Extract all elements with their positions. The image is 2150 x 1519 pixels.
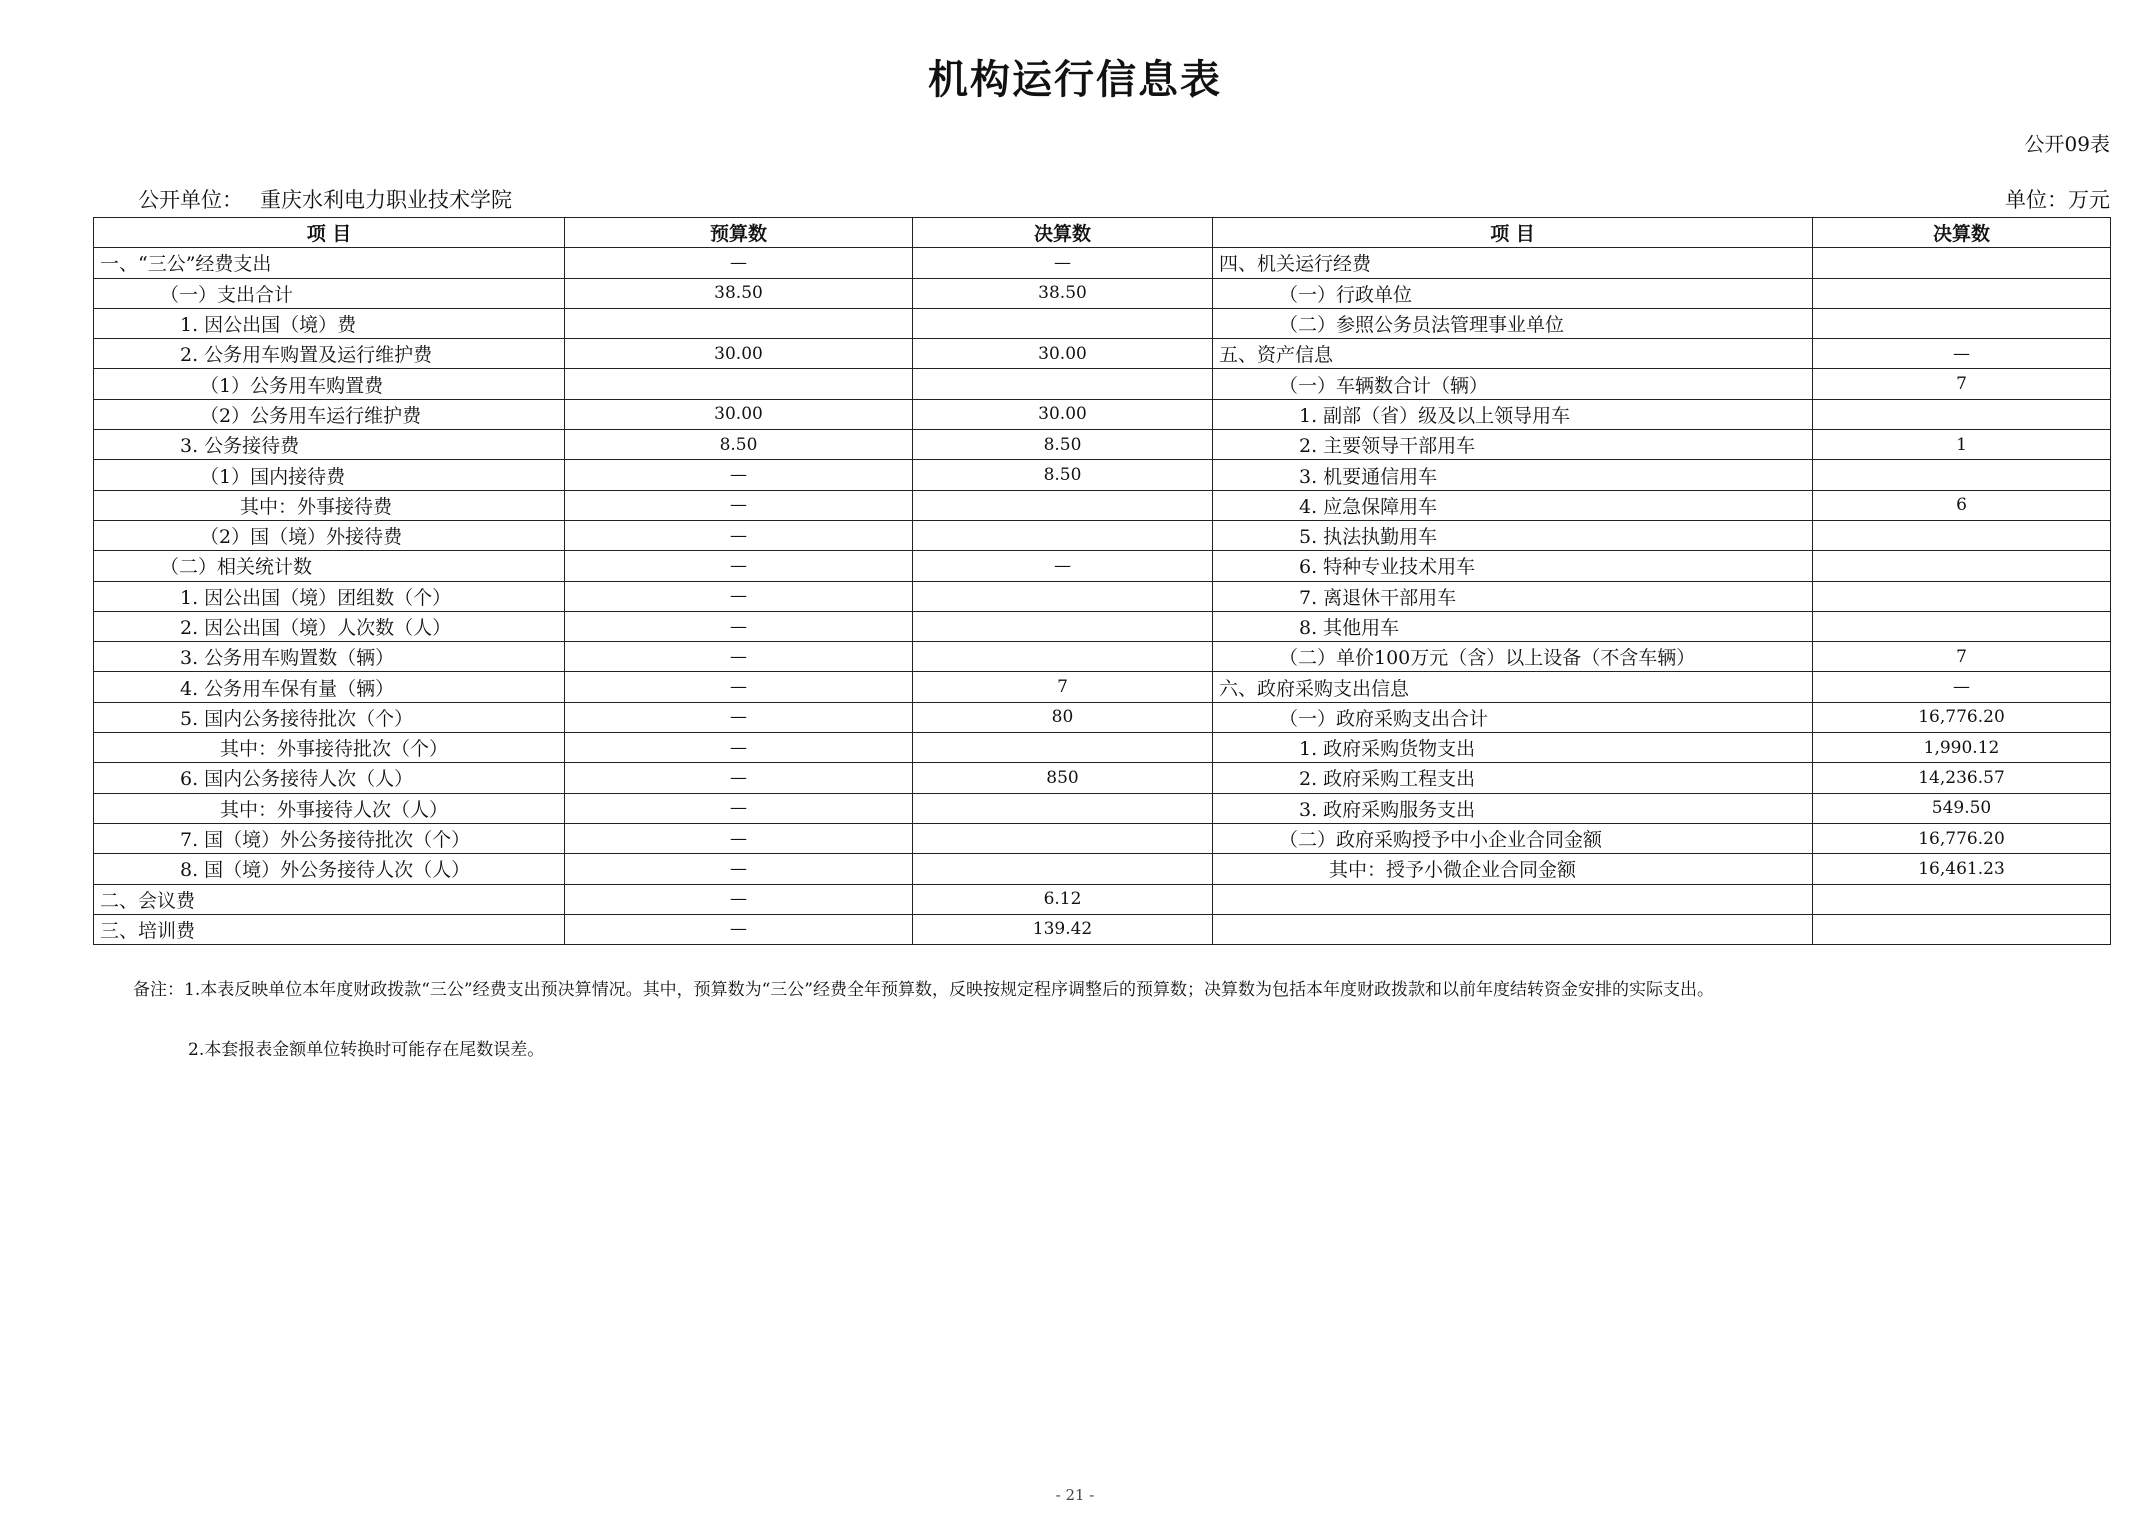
unit-line xyxy=(138,184,2110,214)
right-item-cell: （二）单价100万元（含）以上设备（不含车辆） xyxy=(1213,642,1813,672)
table-row xyxy=(94,490,2111,520)
table-row xyxy=(94,823,2111,853)
left-item-cell: 4. 公务用车保有量（辆） xyxy=(94,672,565,702)
final-cell: — xyxy=(913,248,1213,278)
right-item-cell: （一）车辆数合计（辆） xyxy=(1213,369,1813,399)
table-row xyxy=(94,399,2111,429)
table-row xyxy=(94,672,2111,702)
org-name: 重庆水利电力职业技术学院 xyxy=(260,188,512,212)
budget-cell: — xyxy=(565,823,913,853)
right-item-cell xyxy=(1213,884,1813,914)
final-cell: 6.12 xyxy=(913,884,1213,914)
notes xyxy=(133,976,1714,1064)
right-final-cell: — xyxy=(1813,672,2111,702)
budget-cell: — xyxy=(565,581,913,611)
table-row xyxy=(94,278,2111,308)
right-final-cell: 549.50 xyxy=(1813,793,2111,823)
right-item-cell: （二）参照公务员法管理事业单位 xyxy=(1213,308,1813,338)
right-item-cell: 5. 执法执勤用车 xyxy=(1213,520,1813,550)
left-item-cell: 一、“三公”经费支出 xyxy=(94,248,565,278)
budget-cell: — xyxy=(565,642,913,672)
final-cell: 7 xyxy=(913,672,1213,702)
budget-cell: 30.00 xyxy=(565,339,913,369)
right-final-cell xyxy=(1813,914,2111,944)
left-item-cell: （一）支出合计 xyxy=(94,278,565,308)
final-cell: 30.00 xyxy=(913,339,1213,369)
budget-cell: — xyxy=(565,551,913,581)
right-item-cell xyxy=(1213,914,1813,944)
final-cell xyxy=(913,308,1213,338)
note-1: 备注：1.本表反映单位本年度财政拨款“三公”经费支出预决算情况。其中，预算数为“三公”经费全年预算数，反映按规定程序调整后的预算数；决算数为包括本年度财政拨款和以前年度结转资金安排的实际支出。 xyxy=(133,980,1714,1000)
table-row xyxy=(94,733,2111,763)
right-final-cell: 7 xyxy=(1813,642,2111,672)
table-row xyxy=(94,854,2111,884)
org-label: 公开单位： xyxy=(138,188,243,212)
left-item-cell: 三、培训费 xyxy=(94,914,565,944)
right-final-cell xyxy=(1813,460,2111,490)
table-row xyxy=(94,642,2111,672)
final-cell: 139.42 xyxy=(913,914,1213,944)
table-row xyxy=(94,430,2111,460)
left-item-cell: 5. 国内公务接待批次（个） xyxy=(94,702,565,732)
right-final-cell: 14,236.57 xyxy=(1813,763,2111,793)
final-cell: 850 xyxy=(913,763,1213,793)
right-final-cell: 16,776.20 xyxy=(1813,702,2111,732)
header-final-right: 决算数 xyxy=(1813,218,2111,248)
final-cell: 8.50 xyxy=(913,460,1213,490)
right-item-cell: 8. 其他用车 xyxy=(1213,611,1813,641)
table-row xyxy=(94,308,2111,338)
left-item-cell: （2）公务用车运行维护费 xyxy=(94,399,565,429)
right-final-cell xyxy=(1813,308,2111,338)
left-item-cell: 3. 公务用车购置数（辆） xyxy=(94,642,565,672)
left-item-cell: 1. 因公出国（境）费 xyxy=(94,308,565,338)
final-cell xyxy=(913,520,1213,550)
note-2: 2.本套报表金额单位转换时可能存在尾数误差。 xyxy=(188,1040,545,1060)
table-row xyxy=(94,914,2111,944)
final-cell xyxy=(913,581,1213,611)
table-row xyxy=(94,460,2111,490)
right-item-cell: 7. 离退休干部用车 xyxy=(1213,581,1813,611)
left-item-cell: （1）公务用车购置费 xyxy=(94,369,565,399)
right-final-cell xyxy=(1813,520,2111,550)
budget-cell: — xyxy=(565,793,913,823)
right-item-cell: （二）政府采购授予中小企业合同金额 xyxy=(1213,823,1813,853)
header-item-left: 项 目 xyxy=(94,218,565,248)
right-item-cell: 2. 主要领导干部用车 xyxy=(1213,430,1813,460)
info-table xyxy=(93,217,2111,945)
right-final-cell: 7 xyxy=(1813,369,2111,399)
right-item-cell: 四、机关运行经费 xyxy=(1213,248,1813,278)
final-cell xyxy=(913,854,1213,884)
left-item-cell: 2. 公务用车购置及运行维护费 xyxy=(94,339,565,369)
table-row xyxy=(94,702,2111,732)
budget-cell: — xyxy=(565,854,913,884)
header-final-left: 决算数 xyxy=(913,218,1213,248)
right-final-cell xyxy=(1813,611,2111,641)
left-item-cell: 其中：外事接待费 xyxy=(94,490,565,520)
table-row xyxy=(94,581,2111,611)
left-item-cell: 1. 因公出国（境）团组数（个） xyxy=(94,581,565,611)
right-item-cell: （一）政府采购支出合计 xyxy=(1213,702,1813,732)
right-final-cell: 1 xyxy=(1813,430,2111,460)
table-header-row xyxy=(94,218,2111,248)
budget-cell: — xyxy=(565,611,913,641)
budget-cell xyxy=(565,308,913,338)
final-cell: 80 xyxy=(913,702,1213,732)
right-final-cell xyxy=(1813,248,2111,278)
right-final-cell: 6 xyxy=(1813,490,2111,520)
right-item-cell: 六、政府采购支出信息 xyxy=(1213,672,1813,702)
page-title: 机构运行信息表 xyxy=(928,57,1222,103)
right-item-cell: 3. 政府采购服务支出 xyxy=(1213,793,1813,823)
table-row xyxy=(94,884,2111,914)
header-item-right: 项 目 xyxy=(1213,218,1813,248)
left-item-cell: 其中：外事接待人次（人） xyxy=(94,793,565,823)
budget-cell: — xyxy=(565,763,913,793)
right-final-cell xyxy=(1813,399,2111,429)
table-row xyxy=(94,520,2111,550)
table-row xyxy=(94,763,2111,793)
right-final-cell: — xyxy=(1813,339,2111,369)
right-item-cell: 3. 机要通信用车 xyxy=(1213,460,1813,490)
money-unit: 单位：万元 xyxy=(2005,188,2110,212)
budget-cell: 30.00 xyxy=(565,399,913,429)
right-item-cell: 1. 政府采购货物支出 xyxy=(1213,733,1813,763)
form-number: 公开09表 xyxy=(2024,132,2110,156)
left-item-cell: （2）国（境）外接待费 xyxy=(94,520,565,550)
right-final-cell: 16,461.23 xyxy=(1813,854,2111,884)
budget-cell: — xyxy=(565,490,913,520)
final-cell: — xyxy=(913,551,1213,581)
table-row xyxy=(94,793,2111,823)
final-cell xyxy=(913,369,1213,399)
left-item-cell: 7. 国（境）外公务接待批次（个） xyxy=(94,823,565,853)
right-final-cell xyxy=(1813,581,2111,611)
right-final-cell xyxy=(1813,884,2111,914)
left-item-cell: 3. 公务接待费 xyxy=(94,430,565,460)
budget-cell: — xyxy=(565,733,913,763)
table-row xyxy=(94,611,2111,641)
table-row xyxy=(94,551,2111,581)
left-item-cell: （1）国内接待费 xyxy=(94,460,565,490)
left-item-cell: 二、会议费 xyxy=(94,884,565,914)
final-cell xyxy=(913,490,1213,520)
header-budget: 预算数 xyxy=(565,218,913,248)
right-final-cell xyxy=(1813,551,2111,581)
right-item-cell: 4. 应急保障用车 xyxy=(1213,490,1813,520)
budget-cell: — xyxy=(565,884,913,914)
right-item-cell: 6. 特种专业技术用车 xyxy=(1213,551,1813,581)
right-item-cell: 五、资产信息 xyxy=(1213,339,1813,369)
right-item-cell: 其中：授予小微企业合同金额 xyxy=(1213,854,1813,884)
left-item-cell: 2. 因公出国（境）人次数（人） xyxy=(94,611,565,641)
right-final-cell: 1,990.12 xyxy=(1813,733,2111,763)
right-final-cell xyxy=(1813,278,2111,308)
table-row xyxy=(94,339,2111,369)
left-item-cell: 6. 国内公务接待人次（人） xyxy=(94,763,565,793)
final-cell xyxy=(913,642,1213,672)
right-item-cell: 2. 政府采购工程支出 xyxy=(1213,763,1813,793)
right-final-cell: 16,776.20 xyxy=(1813,823,2111,853)
final-cell xyxy=(913,823,1213,853)
budget-cell: — xyxy=(565,520,913,550)
final-cell: 30.00 xyxy=(913,399,1213,429)
budget-cell: — xyxy=(565,702,913,732)
table-row xyxy=(94,248,2111,278)
budget-cell: — xyxy=(565,460,913,490)
final-cell xyxy=(913,611,1213,641)
final-cell xyxy=(913,793,1213,823)
right-item-cell: （一）行政单位 xyxy=(1213,278,1813,308)
left-item-cell: 8. 国（境）外公务接待人次（人） xyxy=(94,854,565,884)
budget-cell: 8.50 xyxy=(565,430,913,460)
budget-cell: — xyxy=(565,672,913,702)
budget-cell: 38.50 xyxy=(565,278,913,308)
page-number: - 21 - xyxy=(1055,1486,1095,1504)
table-row xyxy=(94,369,2111,399)
final-cell: 8.50 xyxy=(913,430,1213,460)
budget-cell xyxy=(565,369,913,399)
left-item-cell: （二）相关统计数 xyxy=(94,551,565,581)
right-item-cell: 1. 副部（省）级及以上领导用车 xyxy=(1213,399,1813,429)
left-item-cell: 其中：外事接待批次（个） xyxy=(94,733,565,763)
budget-cell: — xyxy=(565,914,913,944)
final-cell xyxy=(913,733,1213,763)
table-body xyxy=(94,248,2111,945)
budget-cell: — xyxy=(565,248,913,278)
final-cell: 38.50 xyxy=(913,278,1213,308)
